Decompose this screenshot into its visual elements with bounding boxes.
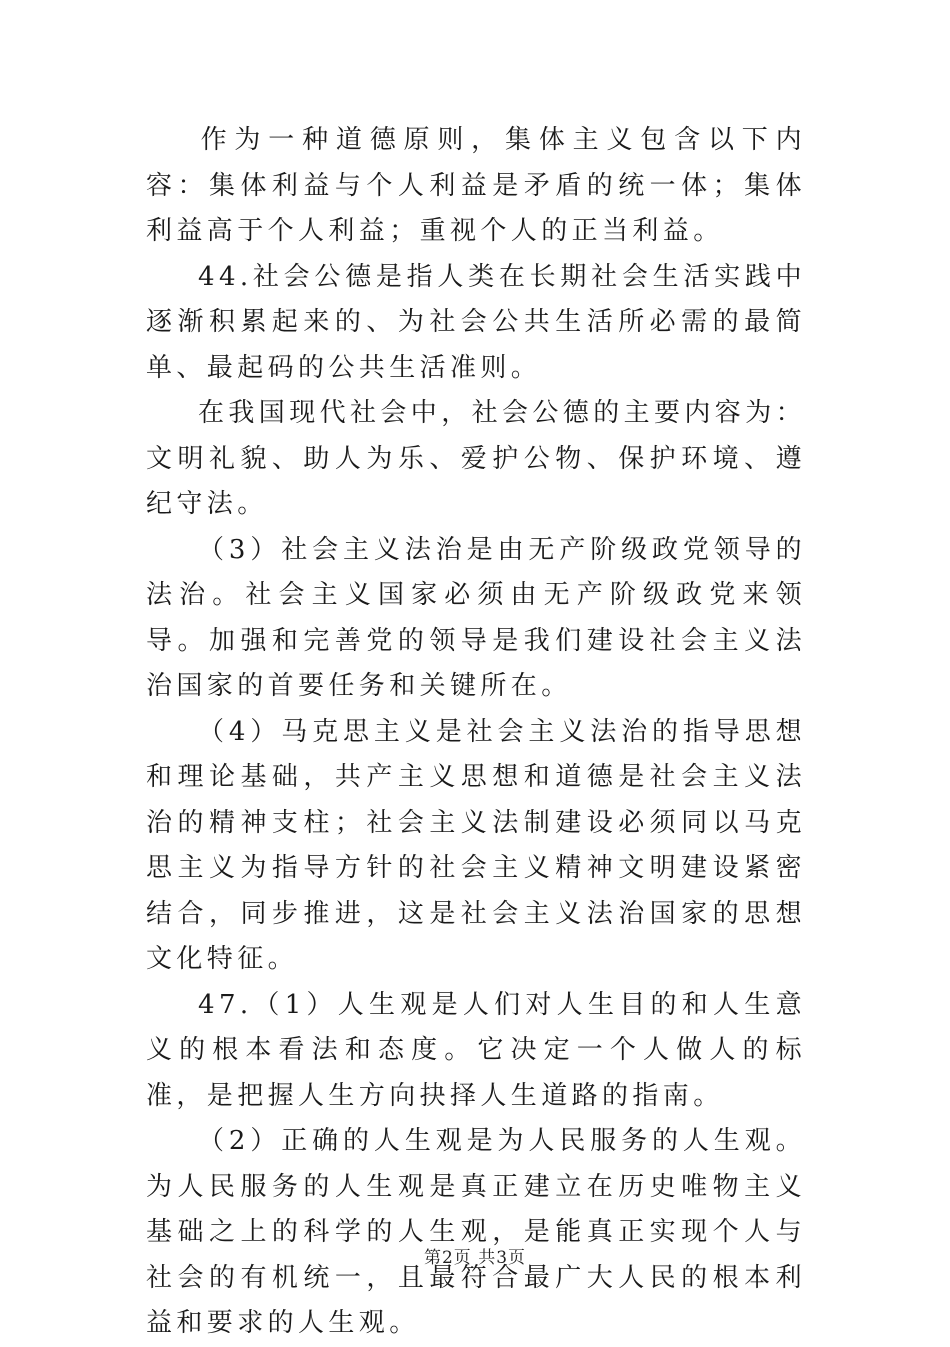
paragraph-4-marxism-foundation: （4）马克思主义是社会主义法治的指导思想和理论基础，共产主义思想和道德是社会主义法治的精神支柱；社会主义法制建设必须同以马克思主义为指导方针的社会主义精神文明建设紧密结合，同步推进，这是社会主义法治国家的思想文化特征。 (146, 716, 806, 974)
document-body (146, 118, 806, 1347)
paragraph-47-2-correct-outlook: （2）正确的人生观是为人民服务的人生观。为人民服务的人生观是真正建立在历史唯物主义基础之上的科学的人生观，是能真正实现个人与社会的有机统一，且最符合最广大人民的根本利益和要求的人生观。 (146, 1126, 806, 1338)
paragraph-47-1-outlook-on-life: 47.（1）人生观是人们对人生目的和人生意义的根本看法和态度。它决定一个人做人的标准，是把握人生方向抉择人生道路的指南。 (146, 989, 806, 1111)
paragraph-44-social-ethics: 44.社会公德是指人类在长期社会生活实践中逐渐积累起来的、为社会公共生活所必需的最简单、最起码的公共生活准则。 (146, 261, 806, 383)
page-number-footer: 第2页 共3页 (423, 1248, 527, 1268)
paragraph-3-rule-of-law-leadership: （3）社会主义法治是由无产阶级政党领导的法治。社会主义国家必须由无产阶级政党来领导。加强和完善党的领导是我们建设社会主义法治国家的首要任务和关键所在。 (146, 534, 806, 701)
paragraph-social-ethics-content: 在我国现代社会中，社会公德的主要内容为：文明礼貌、助人为乐、爱护公物、保护环境、遵纪守法。 (146, 398, 807, 519)
paragraph-collectivism: 作为一种道德原则，集体主义包含以下内容：集体利益与个人利益是矛盾的统一体；集体利益高于个人利益；重视个人的正当利益。 (146, 125, 806, 246)
